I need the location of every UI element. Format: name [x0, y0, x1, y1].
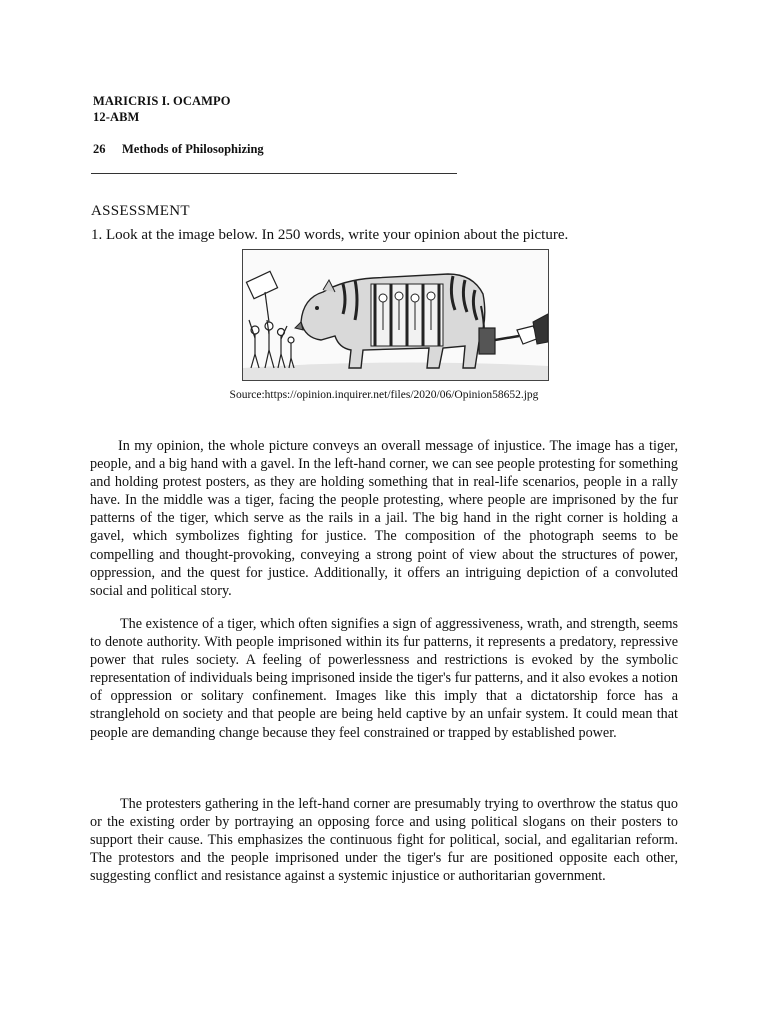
essay-paragraph: In my opinion, the whole picture conveys an overall message of injustice. The image has a tiger, people, and a big hand with a gavel. In the left-hand corner, we can see people protesting for something and holding protest posters, as they are holding something that in real-life scenarios, people in a rally have. In the middle was a tiger, facing the people protesting, where people are imprisoned by the fur patterns of the tiger, which serve as the rails in a jail. The big hand in the right corner is holding a gavel, which symbolizes fighting for justice. The composition of the photograph seems to be compelling and thought-provoking, conveying a strong point of view about the structures of power, oppression, and the quest for justice. Additionally, it offers an intriguing depiction of a convoluted social and political story.	[90, 438, 678, 599]
course-title: Methods of Philosophizing	[122, 142, 264, 156]
student-class: 12-ABM	[93, 110, 140, 124]
page-number: 26	[93, 142, 106, 156]
student-name: MARICRIS I. OCAMPO	[93, 94, 231, 108]
tiger-cartoon-image	[242, 249, 549, 381]
header-divider	[91, 173, 457, 174]
tiger-cartoon-illustration	[243, 250, 548, 380]
essay-paragraph: The protesters gathering in the left-hand corner are presumably trying to overthrow the status quo or the existing order by portraying an opposing force and using political slogans on their posters to support their cause. This emphasizes the continuous fight for political, social, and egalitarian reform. The protestors and the people imprisoned under the tiger's fur are positioned opposite each other, suggesting conflict and resistance against a systemic injustice or authoritarian government.	[90, 796, 678, 885]
assessment-title: ASSESSMENT	[91, 203, 190, 219]
assessment-question: 1. Look at the image below. In 250 words, write your opinion about the picture.	[91, 227, 569, 243]
essay-paragraph: The existence of a tiger, which often signifies a sign of aggressiveness, wrath, and strength, seems to denote authority. With people imprisoned within its fur patterns, it represents a predatory, repressive power that rules society. A feeling of powerlessness and restrictions is evoked by the symbolic representation of individuals being imprisoned inside the tiger's fur patterns, and it also evokes a notion of oppression or solitary confinement. Images like this imply that a dictatorship force has a stranglehold on society and that people are being held captive by an unfair system. It could mean that people are demanding change because they feel constrained or trapped by established power.	[90, 616, 678, 741]
course-heading	[93, 142, 264, 157]
image-source: Source:https://opinion.inquirer.net/files/2020/06/Opinion58652.jpg	[229, 389, 539, 401]
